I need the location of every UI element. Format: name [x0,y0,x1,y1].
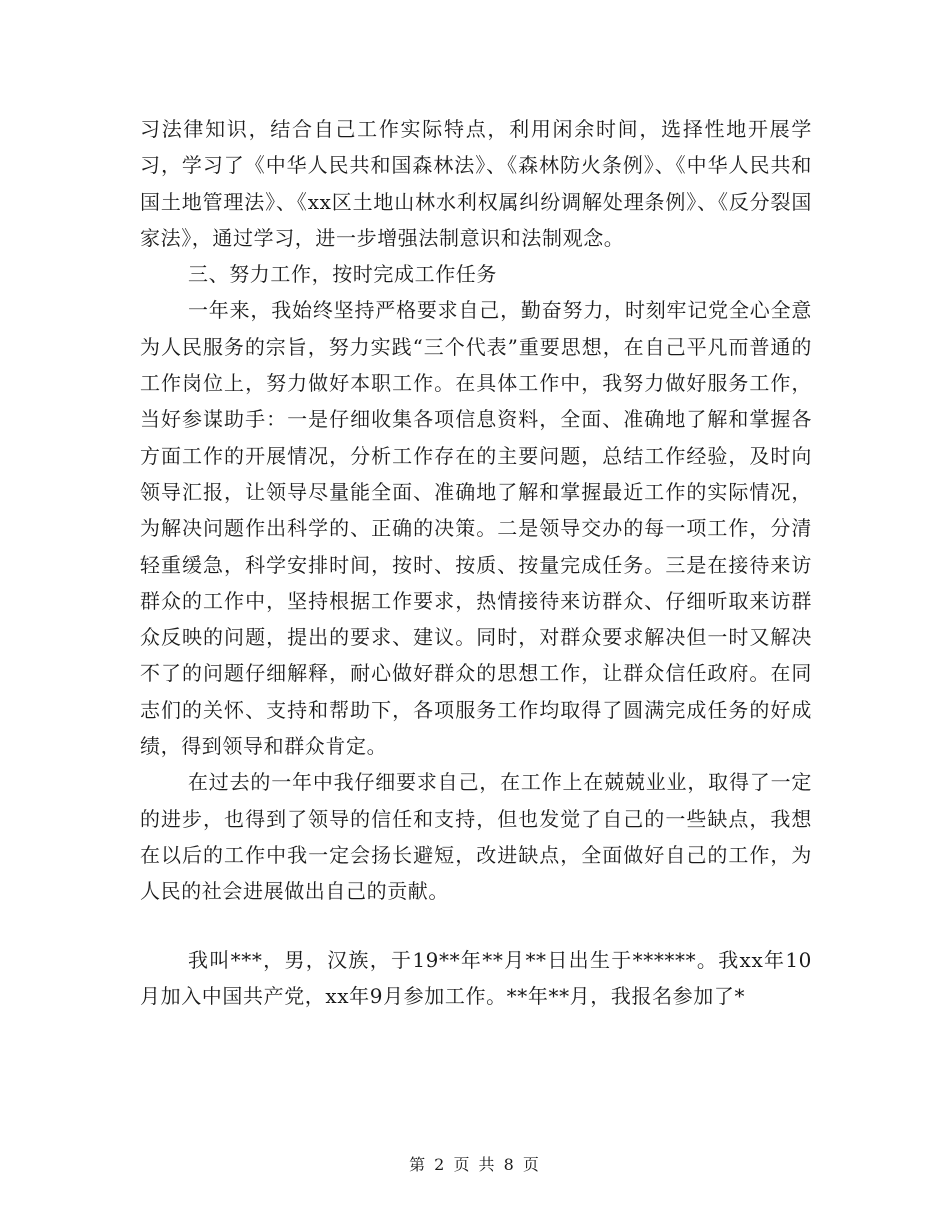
paragraph-gap [140,910,812,942]
paragraph-work-summary: 一年来，我始终坚持严格要求自己，勤奋努力，时刻牢记党全心全意为人民服务的宗旨，努力实践“三个代表”重要思想，在自己平凡而普通的工作岗位上，努力做好本职工作。在具体工作中，我努力做好服务工作，当好参谋助手：一是仔细收集各项信息资料，全面、准确地了解和掌握各方面工作的开展情况，分析工作存在的主要问题，总结工作经验，及时向领导汇报，让领导尽量能全面、准确地了解和掌握最近工作的实际情况，为解决问题作出科学的、正确的决策。二是领导交办的每一项工作，分清轻重缓急，科学安排时间，按时、按质、按量完成任务。三是在接待来访群众的工作中，坚持根据工作要求，热情接待来访群众、仔细听取来访群众反映的问题，提出的要求、建议。同时，对群众要求解决但一时又解决不了的问题仔细解释，耐心做好群众的思想工作，让群众信任政府。在同志们的关怀、支持和帮助下，各项服务工作均取得了圆满完成任务的好成绩，得到领导和群众肯定。 [140,298,812,759]
document-body [140,111,812,1014]
section-heading-work: 三、努力工作，按时完成工作任务 [188,262,497,287]
paragraph-law-study: 习法律知识，结合自己工作实际特点，利用闲余时间，选择性地开展学习，学习了《中华人民共和国森林法》、《森林防火条例》、《中华人民共和国土地管理法》、《xx区土地山林水利权属纠纷调解处理条例》、《反分裂国家法》，通过学习，进一步增强法制意识和法制观念。 [140,117,812,250]
paragraph-self-review: 在过去的一年中我仔细要求自己，在工作上在兢兢业业，取得了一定的进步，也得到了领导的信任和支持，但也发觉了自己的一些缺点，我想在以后的工作中我一定会扬长避短，改进缺点，全面做好自己的工作，为人民的社会进展做出自己的贡献。 [140,770,812,904]
paragraph-personal-intro: 我叫***，男，汉族，于19**年**月**日出生于******。我xx年10月加入中国共产党，xx年9月参加工作。**年**月，我报名参加了* [140,947,812,1008]
page-footer: 第 2 页 共 8 页 [409,1155,541,1174]
